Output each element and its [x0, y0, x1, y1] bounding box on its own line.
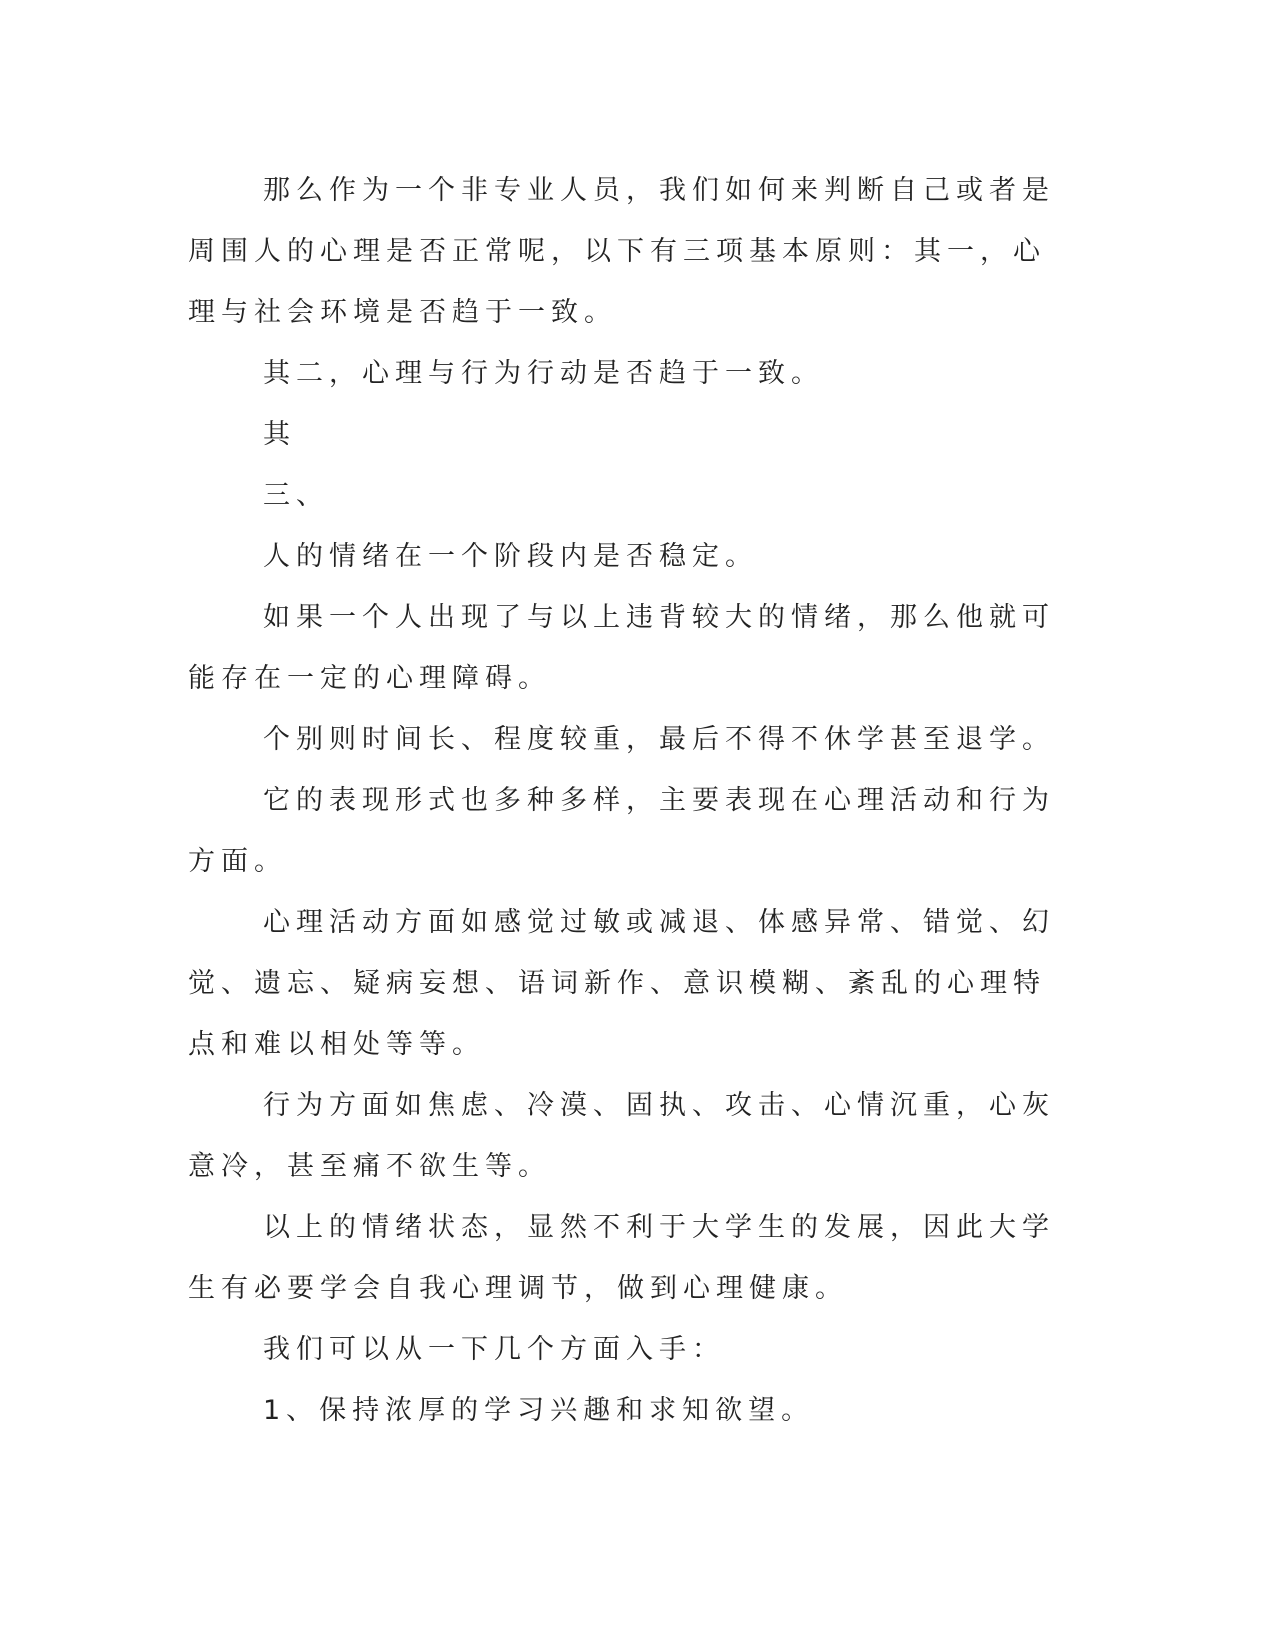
- paragraph-self-regulation: 以上的情绪状态，显然不利于大学生的发展，因此大学生有必要学会自我心理调节，做到心理健康。: [188, 1212, 1055, 1304]
- paragraph-criterion-three: 人的情绪在一个阶段内是否稳定。: [263, 541, 758, 572]
- paragraph-criterion-three-prefix: 其: [263, 419, 296, 450]
- paragraph-manifestations: 它的表现形式也多种多样，主要表现在心理活动和行为方面。: [188, 785, 1055, 877]
- paragraph-severity: 个别则时间长、程度较重，最后不得不休学甚至退学。: [263, 724, 1055, 755]
- paragraph-criterion-two: 其二，心理与行为行动是否趋于一致。: [263, 358, 824, 389]
- paragraph-disorder-note: 如果一个人出现了与以上违背较大的情绪，那么他就可能存在一定的心理障碍。: [188, 602, 1055, 694]
- paragraph-approaches-intro: 我们可以从一下几个方面入手：: [263, 1334, 725, 1365]
- paragraph-behavior-symptoms: 行为方面如焦虑、冷漠、固执、攻击、心情沉重，心灰意冷，甚至痛不欲生等。: [188, 1090, 1055, 1182]
- paragraph-approach-one: 1、保持浓厚的学习兴趣和求知欲望。: [263, 1395, 815, 1426]
- paragraph-criterion-three-number: 三、: [263, 480, 329, 511]
- paragraph-mental-symptoms: 心理活动方面如感觉过敏或减退、体感异常、错觉、幻觉、遗忘、疑病妄想、语词新作、意识模糊、紊乱的心理特点和难以相处等等。: [188, 907, 1055, 1060]
- paragraph-criteria-intro: 那么作为一个非专业人员，我们如何来判断自己或者是周围人的心理是否正常呢，以下有三项基本原则：其一，心理与社会环境是否趋于一致。: [188, 175, 1055, 328]
- document-body: [188, 160, 1068, 1441]
